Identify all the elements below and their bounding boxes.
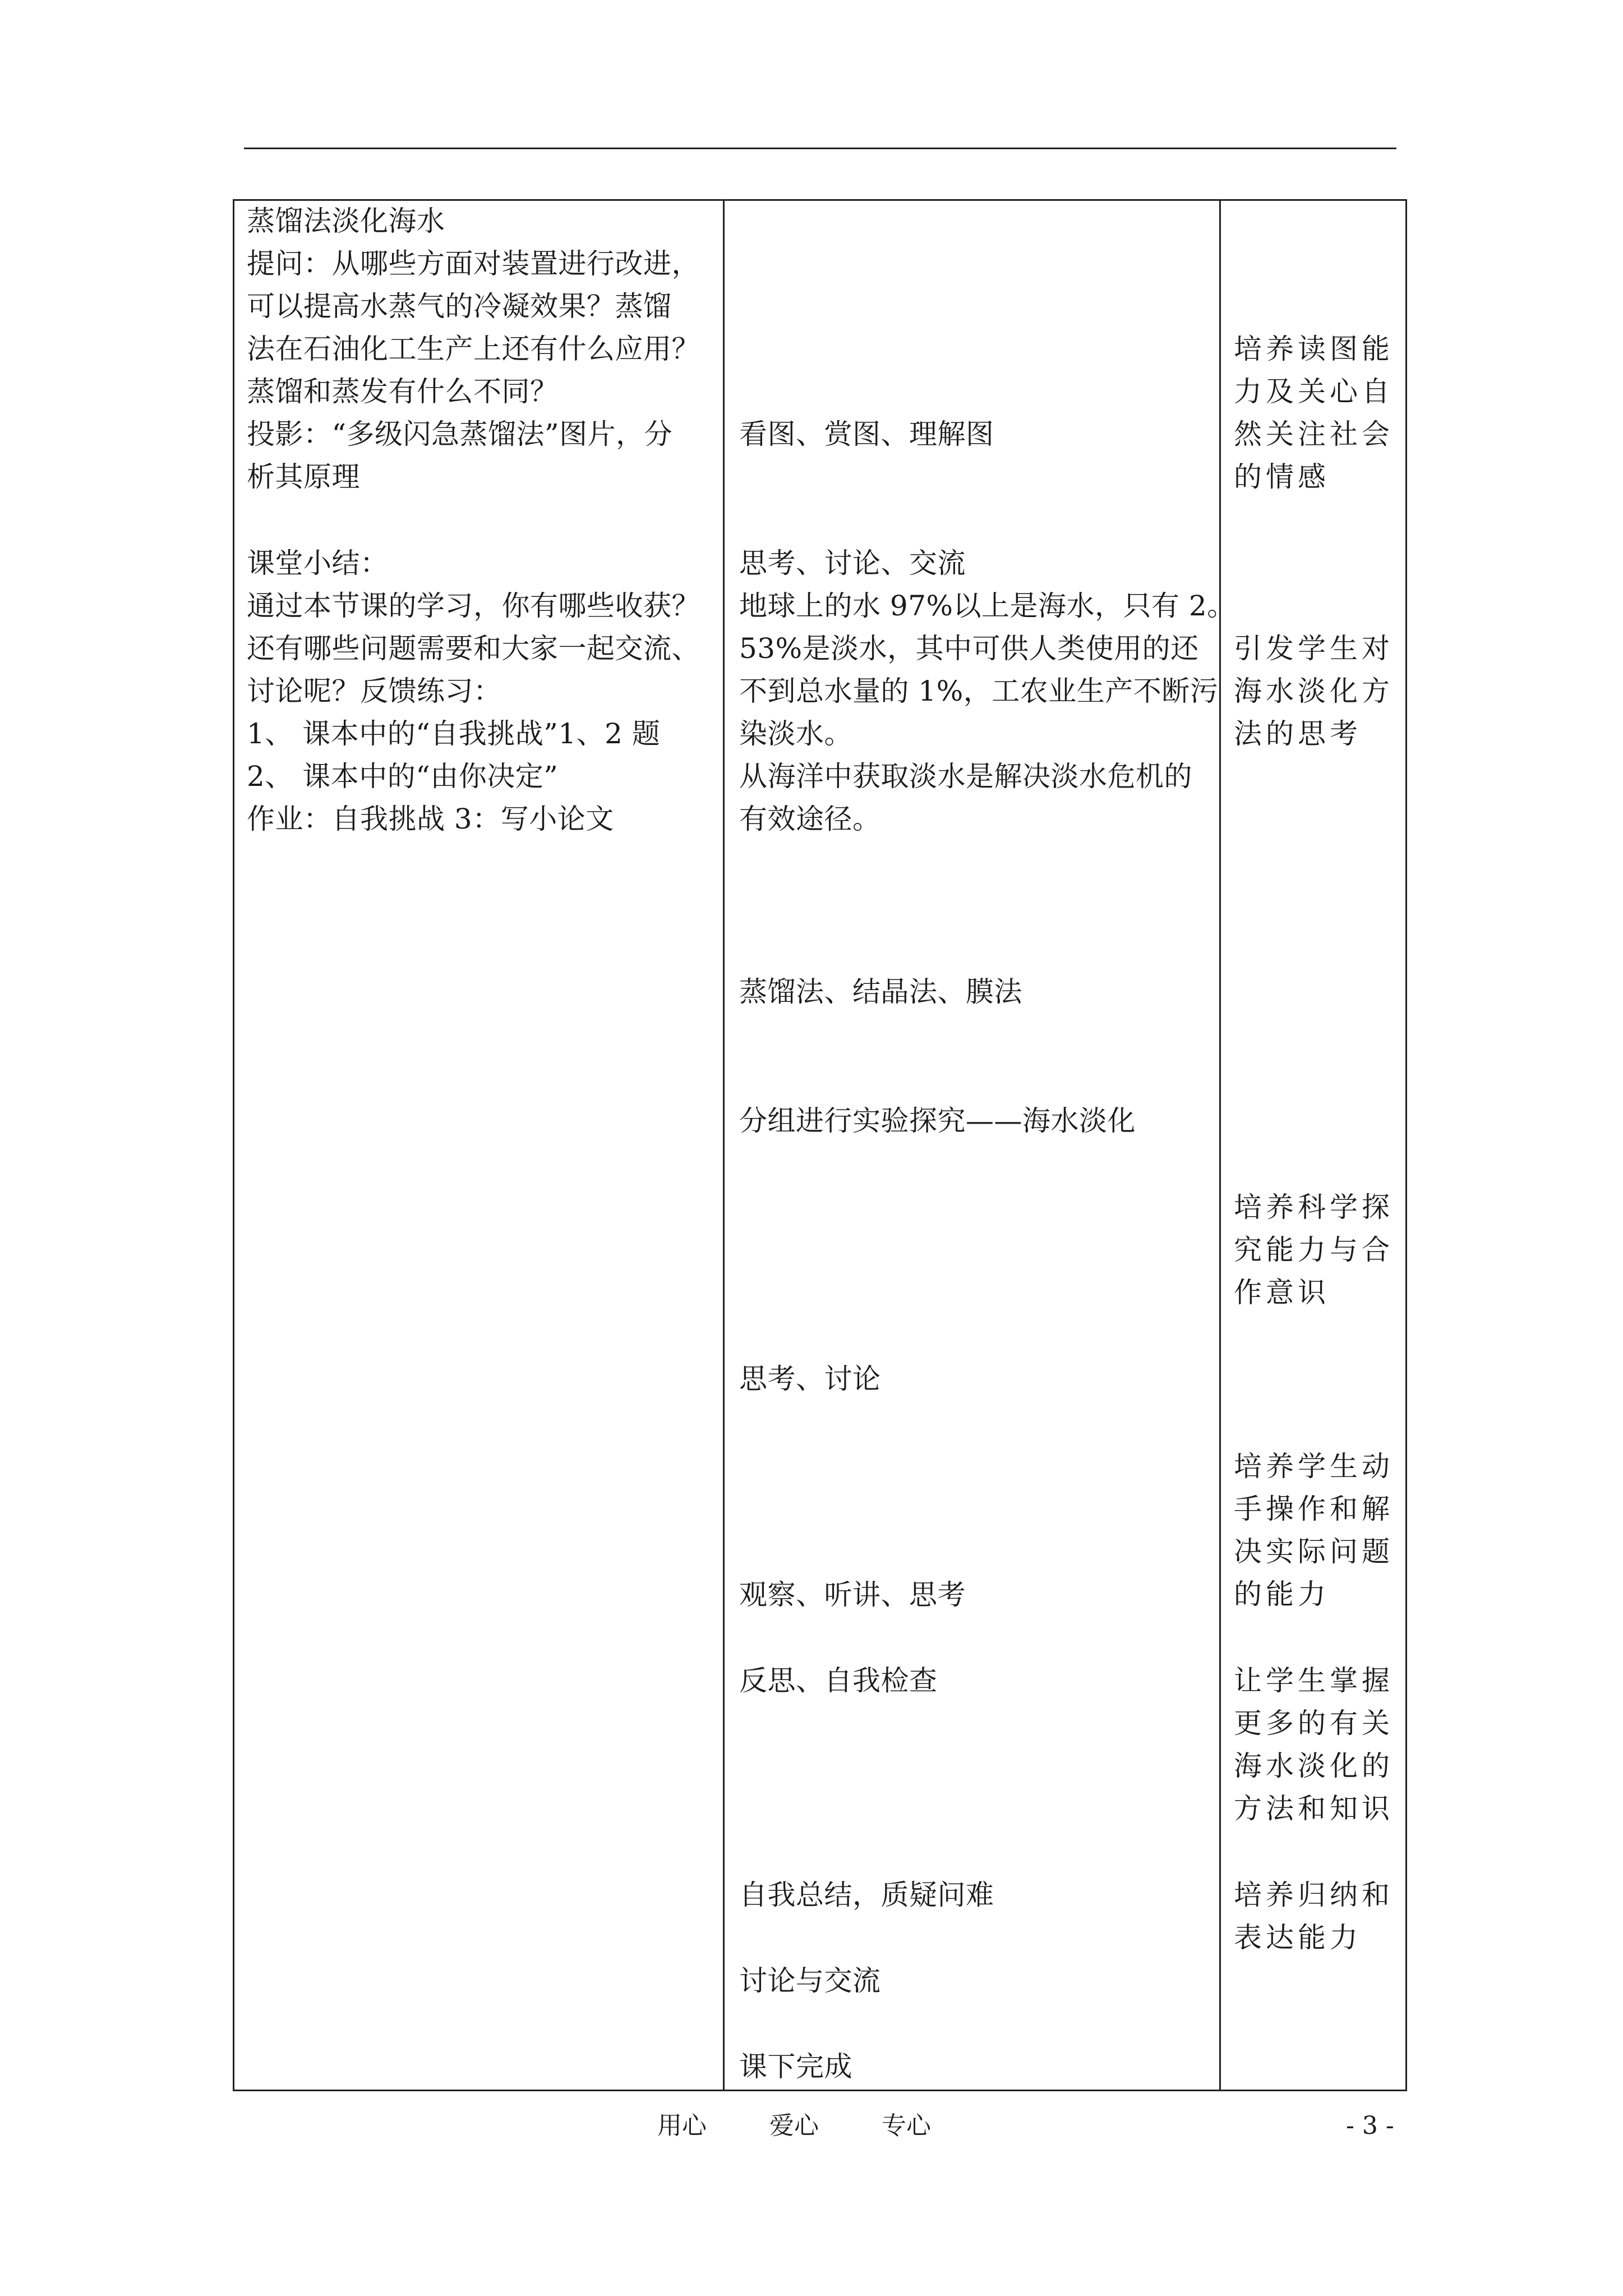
activity-after-class: 课下完成 (739, 2050, 852, 2083)
footer-motto-1: 用心 (657, 2111, 707, 2140)
header-rule (244, 148, 1396, 149)
column-divider (723, 201, 725, 2090)
text-line: 培养学生动 (1234, 1450, 1394, 1483)
activity-think: 思考、讨论 (739, 1363, 881, 1395)
text-line: 染淡水。 (739, 717, 852, 750)
text-line: 的能力 (1234, 1578, 1330, 1611)
section-title-distillation: 蒸馏法淡化海水 (247, 205, 445, 237)
activity-methods: 蒸馏法、结晶法、膜法 (739, 976, 1022, 1008)
activity-look: 看图、赏图、理解图 (739, 418, 994, 450)
activity-exchange: 讨论与交流 (739, 1964, 881, 1997)
exercise-item: 1、 课本中的“自我挑战”1、2 题 (247, 717, 661, 750)
text-line: 地球上的水 97%以上是海水，只有 2。 (739, 590, 1235, 622)
activity-experiment: 分组进行实验探究——海水淡化 (739, 1105, 1136, 1137)
text-line: 然关注社会 (1234, 418, 1394, 450)
text-line: 不到总水量的 1%，工农业生产不断污 (739, 675, 1219, 707)
activity-observe: 观察、听讲、思考 (739, 1579, 966, 1611)
text-line: 作意识 (1234, 1276, 1330, 1309)
text-line: 讨论呢？反馈练习： (247, 675, 502, 707)
homework-line: 作业：自我挑战 3：写小论文 (247, 803, 614, 835)
section-title-summary: 课堂小结： (247, 547, 389, 579)
page-number: - 3 - (1346, 2111, 1394, 2140)
text-line: 法的思考 (1234, 717, 1362, 750)
text-line: 方法和知识 (1234, 1792, 1394, 1825)
text-line: 还有哪些问题需要和大家一起交流、 (247, 632, 700, 665)
text-line: 海水淡化方 (1234, 675, 1394, 707)
footer-motto-3: 专心 (882, 2111, 931, 2140)
text-line: 培养科学探 (1234, 1191, 1394, 1223)
text-line: 通过本节课的学习，你有哪些收获？ (247, 590, 700, 622)
text-line: 蒸馏和蒸发有什么不同？ (247, 375, 559, 408)
text-line: 析其原理 (247, 461, 360, 493)
text-line: 思考、讨论、交流 (739, 547, 966, 579)
activity-summary: 自我总结，质疑问难 (739, 1879, 994, 1911)
text-line: 让学生掌握 (1234, 1664, 1394, 1697)
exercise-item: 2、 课本中的“由你决定” (247, 760, 559, 793)
text-line: 从海洋中获取淡水是解决淡水危机的 (739, 760, 1192, 793)
text-line: 究能力与合 (1234, 1234, 1394, 1266)
footer-motto-2: 爱心 (769, 2111, 819, 2140)
text-line: 提问：从哪些方面对装置进行改进， (247, 247, 700, 280)
text-line: 更多的有关 (1234, 1707, 1394, 1740)
text-line: 表达能力 (1234, 1921, 1362, 1954)
text-line: 决实际问题 (1234, 1535, 1394, 1568)
text-line: 力及关心自 (1234, 375, 1394, 408)
text-line: 培养归纳和 (1234, 1879, 1394, 1911)
text-line: 投影：“多级闪急蒸馏法”图片，分 (247, 418, 673, 450)
text-line: 可以提高水蒸气的冷凝效果？蒸馏 (247, 290, 672, 323)
text-line: 手操作和解 (1234, 1493, 1394, 1525)
text-line: 53%是淡水，其中可供人类使用的还 (739, 632, 1199, 665)
activity-reflect: 反思、自我检查 (739, 1664, 938, 1697)
lesson-table (233, 199, 1407, 2091)
text-line: 的情感 (1234, 461, 1330, 493)
text-line: 有效途径。 (739, 803, 881, 835)
text-line: 培养读图能 (1234, 333, 1394, 365)
text-line: 引发学生对 (1234, 632, 1394, 665)
column-divider (1219, 201, 1221, 2090)
text-line: 法在石油化工生产上还有什么应用？ (247, 333, 700, 365)
text-line: 海水淡化的 (1234, 1750, 1394, 1782)
